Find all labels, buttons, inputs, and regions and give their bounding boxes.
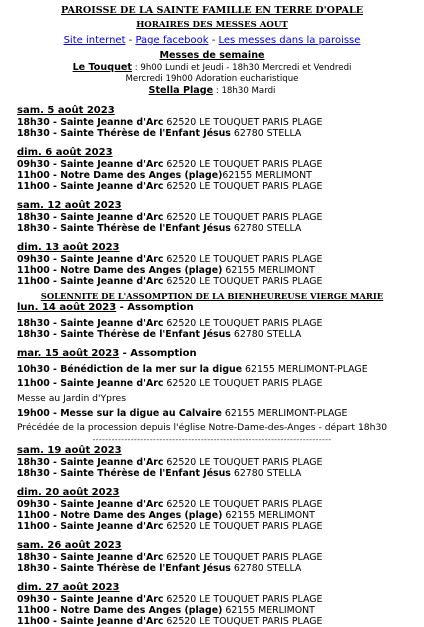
day-date: sam. 12 août 2023 (17, 200, 122, 211)
day-date: sam. 5 août 2023 (17, 105, 115, 116)
mass-row: 18h30 - Sainte Thérèse de l'Enfant Jésus 62780 STELLA (17, 223, 302, 234)
mass-row: 09h30 - Sainte Jeanne d'Arc 62520 LE TOUQUET PARIS PLAGE (17, 594, 323, 605)
mass-row: 09h30 - Sainte Jeanne d'Arc 62520 LE TOUQUET PARIS PLAGE (17, 254, 323, 265)
event-row: 10h30 - Bénédiction de la mer sur la digue 62155 MERLIMONT-PLAGE (17, 364, 368, 375)
day-block (17, 302, 424, 340)
mass-row: 18h30 - Sainte Thérèse de l'Enfant Jésus 62780 STELLA (17, 128, 302, 139)
link-separator: - (208, 35, 219, 46)
stella-label: Stella Plage (148, 85, 214, 96)
mass-row: 09h30 - Sainte Jeanne d'Arc 62520 LE TOUQUET PARIS PLAGE (17, 499, 323, 510)
day-block (17, 200, 424, 234)
jardin-note: Messe au Jardin d'Ypres (17, 393, 126, 404)
day-block (17, 487, 424, 532)
day-block (17, 348, 424, 433)
touquet-label: Le Touquet (72, 62, 133, 73)
day-date: sam. 26 août 2023 (17, 540, 122, 551)
parish-title: PAROISSE DE LA SAINTE FAMILLE EN TERRE D'OPALE (60, 5, 364, 16)
day-date: dim. 6 août 2023 (17, 147, 113, 158)
page (0, 5, 424, 627)
weekday-masses-title: Messes de semaine (159, 50, 265, 61)
adoration-line: Mercredi 19h00 Adoration eucharistique (125, 74, 299, 84)
mass-row: 18h30 - Sainte Jeanne d'Arc 62520 LE TOUQUET PARIS PLAGE (17, 318, 323, 329)
day-date: mar. 15 août 2023 - Assomption (17, 348, 197, 359)
mass-row: 11h00 - Sainte Jeanne d'Arc 62520 LE TOUQUET PARIS PLAGE (17, 181, 323, 192)
day-block (17, 445, 424, 479)
mass-row: 11h00 - Notre Dame des Anges (plage) 62155 MERLIMONT (17, 605, 315, 616)
mass-row: 18h30 - Sainte Thérèse de l'Enfant Jésus 62780 STELLA (17, 563, 302, 574)
day-date: sam. 19 août 2023 (17, 445, 122, 456)
day-date: lun. 14 août 2023 - Assomption (17, 302, 194, 313)
link-bar (0, 34, 424, 47)
touquet-weekday-line: Le Touquet : 9h00 Lundi et Jeudi - 18h30 Mercredi et Vendredi (72, 62, 352, 73)
mass-row: 11h00 - Sainte Jeanne d'Arc 62520 LE TOUQUET PARIS PLAGE (17, 616, 323, 627)
day-block (17, 582, 424, 627)
facebook-link[interactable]: Page facebook (135, 35, 209, 46)
procession-note: Précédée de la procession depuis l'église Notre-Dame-des-Anges - départ 18h30 (17, 422, 388, 433)
link-separator: - (125, 35, 136, 46)
day-block (17, 242, 424, 287)
parish-masses-link[interactable]: Les messes dans la paroisse (218, 35, 361, 46)
schedule-subtitle: HORAIRES DES MESSES AOUT (136, 20, 288, 30)
schedule-list-late (0, 445, 424, 627)
stella-weekday-line: Stella Plage : 18h30 Mardi (148, 85, 276, 96)
mass-row: 11h00 - Notre Dame des Anges (plage) 62155 MERLIMONT (17, 265, 315, 276)
separator-line: --------------------------------------------------------------------------- (92, 435, 332, 444)
mass-row: 18h30 - Sainte Jeanne d'Arc 62520 LE TOUQUET PARIS PLAGE (17, 457, 323, 468)
day-date: dim. 13 août 2023 (17, 242, 120, 253)
schedule-list (0, 105, 424, 287)
day-block (17, 147, 424, 192)
day-date: dim. 20 août 2023 (17, 487, 120, 498)
assumption-heading: SOLENNITE DE L'ASSOMPTION DE LA BIENHEUREUSE VIERGE MARIE (40, 291, 384, 301)
mass-row: 11h00 - Notre Dame des Anges (plage) 62155 MERLIMONT (17, 510, 315, 521)
mass-row: 18h30 - Sainte Jeanne d'Arc 62520 LE TOUQUET PARIS PLAGE (17, 212, 323, 223)
mass-row: 18h30 - Sainte Jeanne d'Arc 62520 LE TOUQUET PARIS PLAGE (17, 117, 323, 128)
mass-row: 11h00 - Sainte Jeanne d'Arc 62520 LE TOUQUET PARIS PLAGE (17, 378, 323, 389)
mass-row: 11h00 - Sainte Jeanne d'Arc 62520 LE TOUQUET PARIS PLAGE (17, 276, 323, 287)
mass-row: 18h30 - Sainte Thérèse de l'Enfant Jésus 62780 STELLA (17, 329, 302, 340)
assumption-list (0, 302, 424, 433)
day-block (17, 105, 424, 139)
day-block (17, 540, 424, 574)
event-row: 19h00 - Messe sur la digue au Calvaire 62155 MERLIMONT-PLAGE (17, 408, 348, 419)
mass-row: 09h30 - Sainte Jeanne d'Arc 62520 LE TOUQUET PARIS PLAGE (17, 159, 323, 170)
mass-row: 11h00 - Notre Dame des Anges (plage)62155 MERLIMONT (17, 170, 312, 181)
mass-row: 18h30 - Sainte Thérèse de l'Enfant Jésus 62780 STELLA (17, 468, 302, 479)
day-date: dim. 27 août 2023 (17, 582, 120, 593)
mass-row: 18h30 - Sainte Jeanne d'Arc 62520 LE TOUQUET PARIS PLAGE (17, 552, 323, 563)
mass-row: 11h00 - Sainte Jeanne d'Arc 62520 LE TOUQUET PARIS PLAGE (17, 521, 323, 532)
website-link[interactable]: Site internet (63, 35, 126, 46)
